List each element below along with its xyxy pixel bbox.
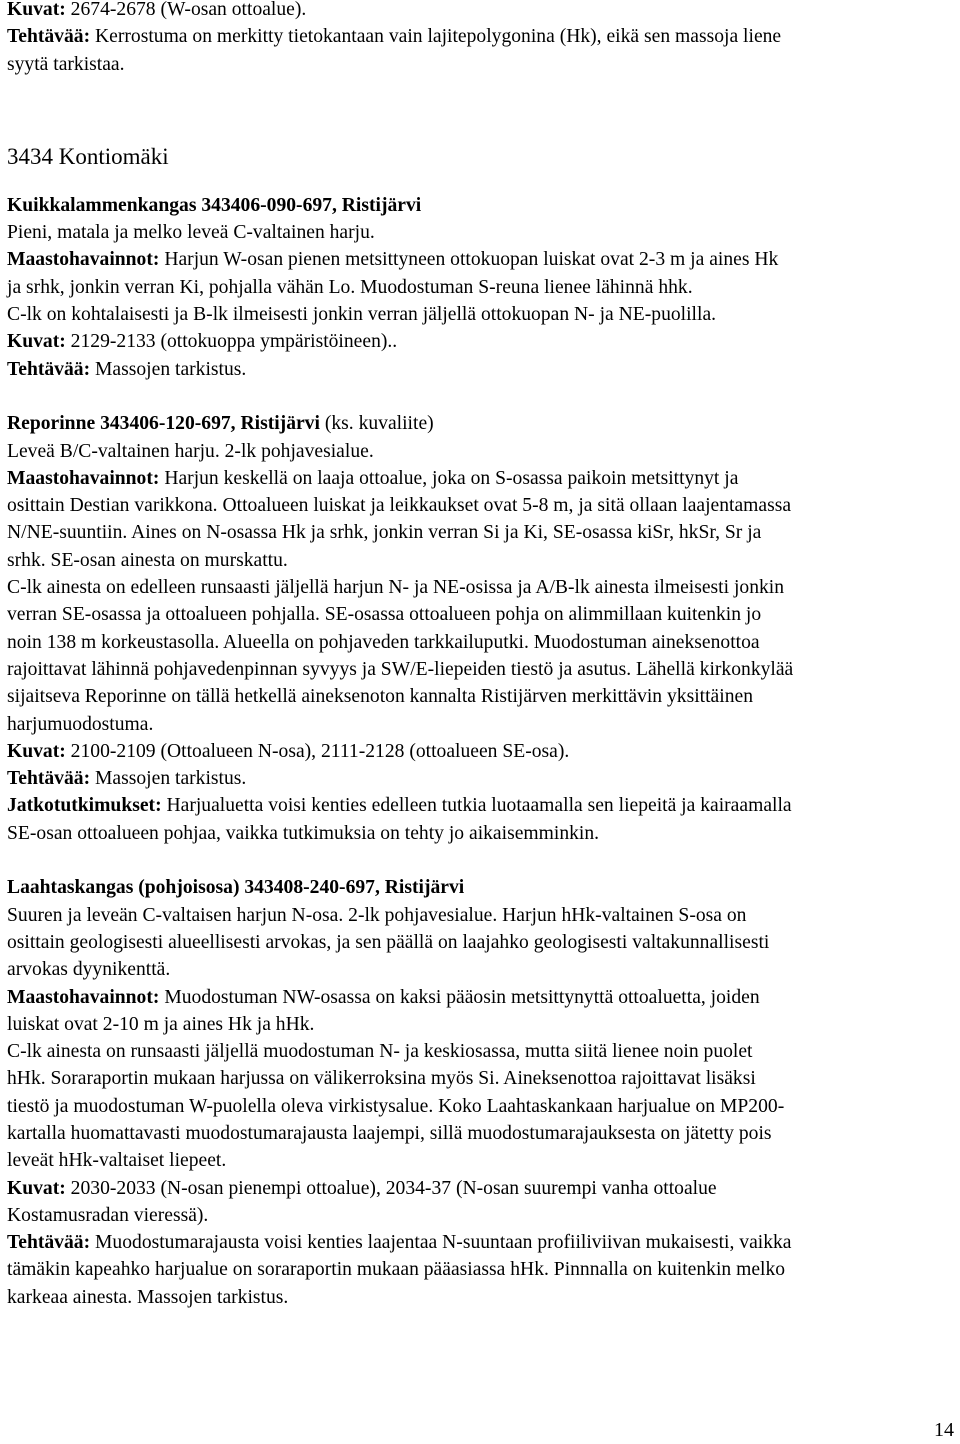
text-line: C-lk on kohtalaisesti ja B-lk ilmeisesti jonkin verran jäljellä ottokuopan N- ja NE-puolilla. [7,304,717,326]
text-line: arvokas dyynikenttä. [7,959,171,981]
text-line: Tehtävää: Massojen tarkistus. [7,358,247,380]
text-line: tiestö ja muodostuman W-puolella oleva virkistysalue. Koko Laahtaskankaan harjualue on MP200- [7,1095,785,1117]
text-line: Kostamusradan vieressä). [7,1204,209,1226]
text-line: N/NE-suuntiin. Aines on N-osassa Hk ja srhk, jonkin verran Si ja Ki, SE-osassa kiSr, hkSr, Sr ja [7,522,762,544]
text-line: syytä tarkistaa. [7,53,125,75]
text-line: Tehtävää: Massojen tarkistus. [7,768,247,790]
text-line: osittain Destian varikkona. Ottoalueen luiskat ja leikkaukset ovat 5-8 m, ja sitä ollaan laajentamassa [7,495,792,517]
text-line: C-lk ainesta on edelleen runsaasti jäljellä harjun N- ja NE-osissa ja A/B-lk ainesta ilmeisesti jonkin [7,577,785,599]
section-heading: 3434 Kontiomäki [7,143,169,169]
text-line: C-lk ainesta on runsaasti jäljellä muodostuman N- ja keskiosassa, mutta siitä lienee noin puolet [7,1041,753,1063]
text-line: Maastohavainnot: Muodostuman NW-osassa on kaksi pääosin metsittynyttä ottoaluetta, joiden [7,986,760,1008]
text-line: kartalla huomattavasti muodostumarajausta laajempi, sillä muodostumarajauksesta on jätetty pois [7,1122,772,1144]
text-line: hHk. Soraraportin mukaan harjussa on välikerroksina myös Si. Aineksenottoa rajoittavat lisäksi [7,1068,756,1090]
text-line: Kuvat: 2129-2133 (ottokuoppa ympäristöineen).. [7,331,398,353]
spacer [7,847,953,874]
text-line: Maastohavainnot: Harjun keskellä on laaja ottoalue, joka on S-osassa paikoin metsittynyt ja [7,467,739,489]
text-line: Tehtävää: Muodostumarajausta voisi kenties laajentaa N-suuntaan profiiliviivan mukaisesti, vaikka [7,1232,792,1254]
text-line: Leveä B/C-valtainen harju. 2-lk pohjavesialue. [7,440,374,462]
text-line: rajoittavat lähinnä pohjavedenpinnan syvyys ja SW/E-liepeiden tiestö ja asutus. Lähellä kirkonkylää [7,658,794,680]
text-line: SE-osan ottoalueen pohjaa, vaikka tutkimuksia on tehty jo aikaisemminkin. [7,822,600,844]
text-line: karkeaa ainesta. Massojen tarkistus. [7,1286,289,1308]
text-line: osittain geologisesti alueellisesti arvokas, ja sen päällä on laajahko geologisesti valtakunnallisesti [7,931,770,953]
subsection-title: Laahtaskangas (pohjoisosa) 343408-240-697, Ristijärvi [7,877,465,899]
document-page [7,0,953,1311]
text-line: sijaitseva Reporinne on tällä hetkellä aineksenoton kannalta Ristijärven merkittävin yksittäinen [7,686,753,708]
text-line: Kuvat: 2030-2033 (N-osan pienempi ottoalue), 2034-37 (N-osan suurempi vanha ottoalue [7,1177,717,1199]
text-line: noin 138 m korkeustasolla. Alueella on pohjaveden tarkkailuputki. Muodostuman aineksenottoa [7,631,760,653]
text-line: Maastohavainnot: Harjun W-osan pienen metsittyneen ottokuopan luiskat ovat 2-3 m ja aines Hk [7,249,779,271]
text-line: Kuvat: 2100-2109 (Ottoalueen N-osa), 2111-2128 (ottoalueen SE-osa). [7,740,570,762]
subsection-title: Kuikkalammenkangas 343406-090-697, Ristijärvi [7,194,422,216]
text-line: leveät hHk-valtaiset liepeet. [7,1150,227,1172]
text-line: luiskat ovat 2-10 m ja aines Hk ja hHk. [7,1013,315,1035]
text-line: Tehtävää: Kerrostuma on merkitty tietokantaan vain lajitepolygonina (Hk), eikä sen massoja liene [7,26,782,48]
text-line: harjumuodostuma. [7,713,154,735]
text-line: Jatkotutkimukset: Harjualuetta voisi kenties edelleen tutkia luotaamalla sen liepeitä ja kairaamalla [7,795,792,817]
text-line: verran SE-osassa ja ottoalueen pohjalla. SE-osassa ottoalueen pohja on alimmillaan kuitenkin jo [7,604,762,626]
text-line: srhk. SE-osan ainesta on murskattu. [7,549,288,571]
text-line: ja srhk, jonkin verran Ki, pohjalla vähän Lo. Muodostuman S-reuna lienee lähinnä hhk. [7,276,693,298]
page-number: 14 [934,1419,954,1441]
subsection-title: Reporinne 343406-120-697, Ristijärvi (ks. kuvaliite) [7,413,434,435]
text-line: tämäkin kapeahko harjualue on soraraportin mukaan pääasiassa hHk. Pinnnalla on kuitenkin melko [7,1259,786,1281]
text-line: Pieni, matala ja melko leveä C-valtainen harju. [7,222,375,244]
text-line: Kuvat: 2674-2678 (W-osan ottoalue). [7,0,307,20]
spacer [7,78,953,132]
text-line: Suuren ja leveän C-valtaisen harjun N-osa. 2-lk pohjavesialue. Harjun hHk-valtainen S-osa on [7,904,747,926]
spacer [7,383,953,410]
